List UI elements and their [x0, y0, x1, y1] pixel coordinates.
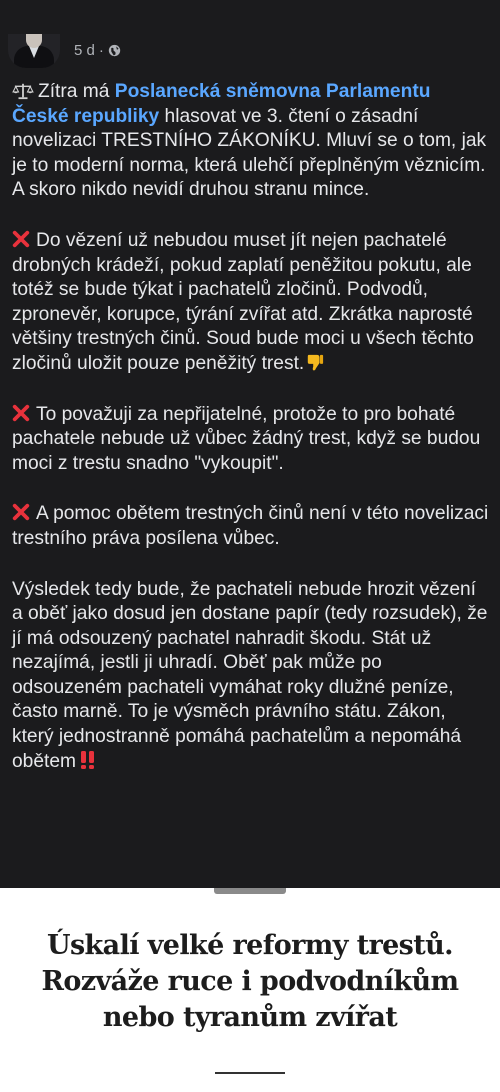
post-text: [12, 80, 490, 800]
paragraph-intro: [12, 80, 490, 203]
intro-text-start: Zítra má: [38, 81, 115, 102]
card-image-peek: [214, 888, 286, 894]
author-avatar[interactable]: [8, 34, 60, 68]
paragraph-prisons: [12, 229, 490, 377]
intro-text-end: hlasovat ve 3. čtení o zásadní novelizaci TRESTNÍHO ZÁKONÍKU. Mluví se o tom, jak je to moderní norma, která ulehčí přeplněným věznicím. A skoro nikdo nevidí druhou stranu mince.: [12, 105, 487, 201]
victims-text: A pomoc obětem trestných činů není v této novelizaci trestního práva posílena vůbec.: [12, 503, 489, 549]
globe-icon: [108, 44, 121, 57]
red-cross-icon: [12, 404, 30, 422]
link-preview-card[interactable]: [0, 888, 500, 1092]
parliament-link[interactable]: Poslanecká sněmovna Parlamentu České republiky: [12, 81, 431, 127]
post-time[interactable]: 5 d: [74, 42, 95, 59]
result-text: Výsledek tedy bude, že pachateli nebude hrozit vězení a oběť jako dosud jen dostane papír (tedy rozsudek), že jí má odsouzený pachatel nahradit škodu. Stát už nezajímá, jestli ji uhradí. Oběť pak může po odsouzeném pachateli vymáhat roky dlužné peníze, často marně. To je výsměch právního státu. Zákon, který jednostranně pomáhá pachatelům a nepomáhá obětem: [12, 578, 488, 772]
scales-icon: [12, 82, 34, 100]
double-exclamation-icon: [78, 750, 98, 770]
headline-divider: [215, 1072, 285, 1074]
paragraph-result: [12, 578, 490, 775]
red-cross-icon: [12, 230, 30, 248]
post-meta: [74, 42, 121, 59]
paragraph-wealthy: [12, 403, 490, 477]
red-cross-icon: [12, 503, 30, 521]
post-header: [0, 30, 500, 74]
thumbs-down-icon: [306, 353, 324, 373]
meta-separator: ·: [98, 42, 104, 59]
prisons-text: Do vězení už nebudou muset jít nejen pachatelé drobných krádeží, pokud zaplatí peněžitou pokutu, ale totéž se bude týkat i pachatelů zločinů. Podvodů, zpronevěr, korupce, týrání zvířat atd. Zkrátka naprosté většiny trestných činů. Soud bude moci u všech těchto zločinů uložit pouze peněžitý trest.: [12, 229, 474, 374]
paragraph-victims: [12, 502, 490, 551]
article-headline[interactable]: Úskalí velké reformy trestů. Rozváže ruce i podvodníkům nebo tyranům zvířat: [41, 930, 459, 1033]
wealthy-text: To považuji za nepřijatelné, protože to pro bohaté pachatele nebude už vůbec žádný trest, když se budou moci z trestu snadno "vykoupit".: [12, 403, 481, 474]
